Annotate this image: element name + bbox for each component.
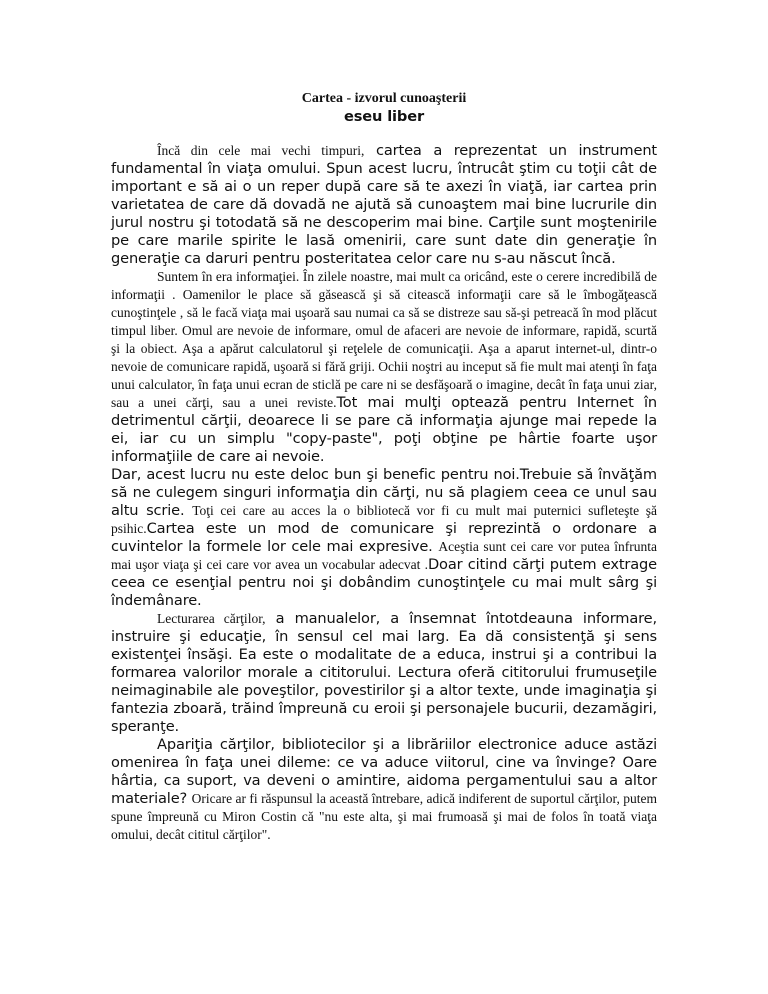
paragraph-text-run: Încă din cele mai vechi timpuri,: [157, 142, 365, 158]
paragraph-text-run: Toţi cei care au acces la o bibliotecă vor fi cu mult mai puternici sufleteşte şă psihic.: [111, 502, 657, 536]
paragraph: [111, 736, 657, 844]
document-page: [111, 90, 657, 844]
paragraph-text-run: Apariţia cărţilor, bibliotecilor şi a librăriilor electronice aduce astăzi omenirea în faţa unei dileme: ce va aduce viitorul, cine va învinge? Oare hârtia, ca suport, va deveni o amintire, aidoma pergamentului sau a altor materiale?: [111, 735, 657, 807]
paragraph-text-run: a manualelor, a însemnat întotdeauna informare, instruire şi educaţie, în sensul cel mai larg. Ea dă consistenţă şi sens existenţei însăşi. Ea este o modalitate de a educa, instrui şi a contribui la formarea valorilor morale a cititorului. Lectura oferă cititorului frumuseţile neimaginabile ale poveştilor, povestirilor şi a altor texte, unde imaginaţia şi fantezia zboară, trăind împreună cu eroii şi personajele bucurii, dezamăgiri, speranţe.: [111, 609, 657, 735]
paragraph: [111, 466, 657, 610]
paragraph: [111, 268, 657, 466]
paragraph: [111, 610, 657, 736]
paragraph-text-run: cartea a reprezentat un instrument fundamental în viaţa omului. Spun acest lucru, întrucât ştim cu toţii cât de important e să ai o un reper după care să te axezi în viaţă, iar cartea prin varietatea de care dă dovadă ne ajută să cunoaştem mai bine lucrurile din jurul nostru şi totodată să ne descoperim mai bine. Carţile sunt moştenirile pe care marile spirite le lasă omenirii, care sunt date din generaţie în generaţie ca daruri pentru posteritatea celor care nu s-au născut încă.: [111, 141, 657, 267]
document-body: [111, 142, 657, 844]
paragraph-text-run: Tot mai mulţi optează pentru Internet în detrimentul cărţii, deoarece li se pare că informaţia ajunge mai repede la ei, iar cu un simplu "copy-paste", poţi obţine pe hârtie foarte uşor informaţiile de care ai nevoie.: [111, 393, 657, 465]
document-subtitle: eseu liber: [344, 108, 424, 125]
paragraph-text-run: Doar citind cărţi putem extrage ceea ce esenţial pentru noi şi dobândim cunoştinţele cu mai mult sârg şi îndemânare.: [111, 555, 657, 609]
paragraph: [111, 142, 657, 268]
paragraph-text-run: Dar, acest lucru nu este deloc bun şi benefic pentru noi.Trebuie să învăţăm să ne culegem singuri informaţia din cărţi, nu să plagiem ceea ce unul sau altu scrie.: [111, 465, 657, 519]
paragraph-text-run: Aceştia sunt cei care vor putea înfrunta mai uşor viaţa şi cei care vor avea un vocabular adecvat .: [111, 538, 658, 572]
paragraph-text-run: Lecturarea cărţilor,: [157, 610, 266, 626]
document-title: Cartea - izvorul cunoaşterii: [301, 91, 467, 106]
paragraph-text-run: Cartea este un mod de comunicare şi reprezintă o ordonare a cuvintelor la formele lor cele mai expresive.: [111, 519, 657, 555]
paragraph-text-run: Suntem în era informaţiei. În zilele noastre, mai mult ca oricând, este o cerere incredibilă de informaţii . Oamenilor le place să găsească şi să citească informaţii care să le îmbogăţească cunoştinţele , să le facă viaţa mai uşoară sau numai ca să se distreze sau să-şi petreacă în mod plăcut timpul liber. Omul are nevoie de informare, omul de afaceri are nevoie de informare, rapidă, scurtă şi la obiect. Aşa a apărut calculatorul şi reţelele de comunicaţii. Aşa a aparut internet-ul, dintr-o nevoie de comunicare rapidă, uşoară si fără griji. Ochii noştri au inceput să fie mult mai atenţi în faţa unui calculator, în faţa unui ecran de sticlă pe care ni se desfăşoară o imagine, decât în faţa unui ziar, sau a unei cărţi, sau a unei reviste.: [111, 268, 657, 410]
paragraph-text-run: Oricare ar fi răspunsul la această întrebare, adică indiferent de suportul cărţilor, putem spune împreună cu Miron Costin că "nu este alta, şi mai frumoasă şi mai de folos în toată viaţa omului, decât cititul cărţilor".: [111, 790, 657, 842]
